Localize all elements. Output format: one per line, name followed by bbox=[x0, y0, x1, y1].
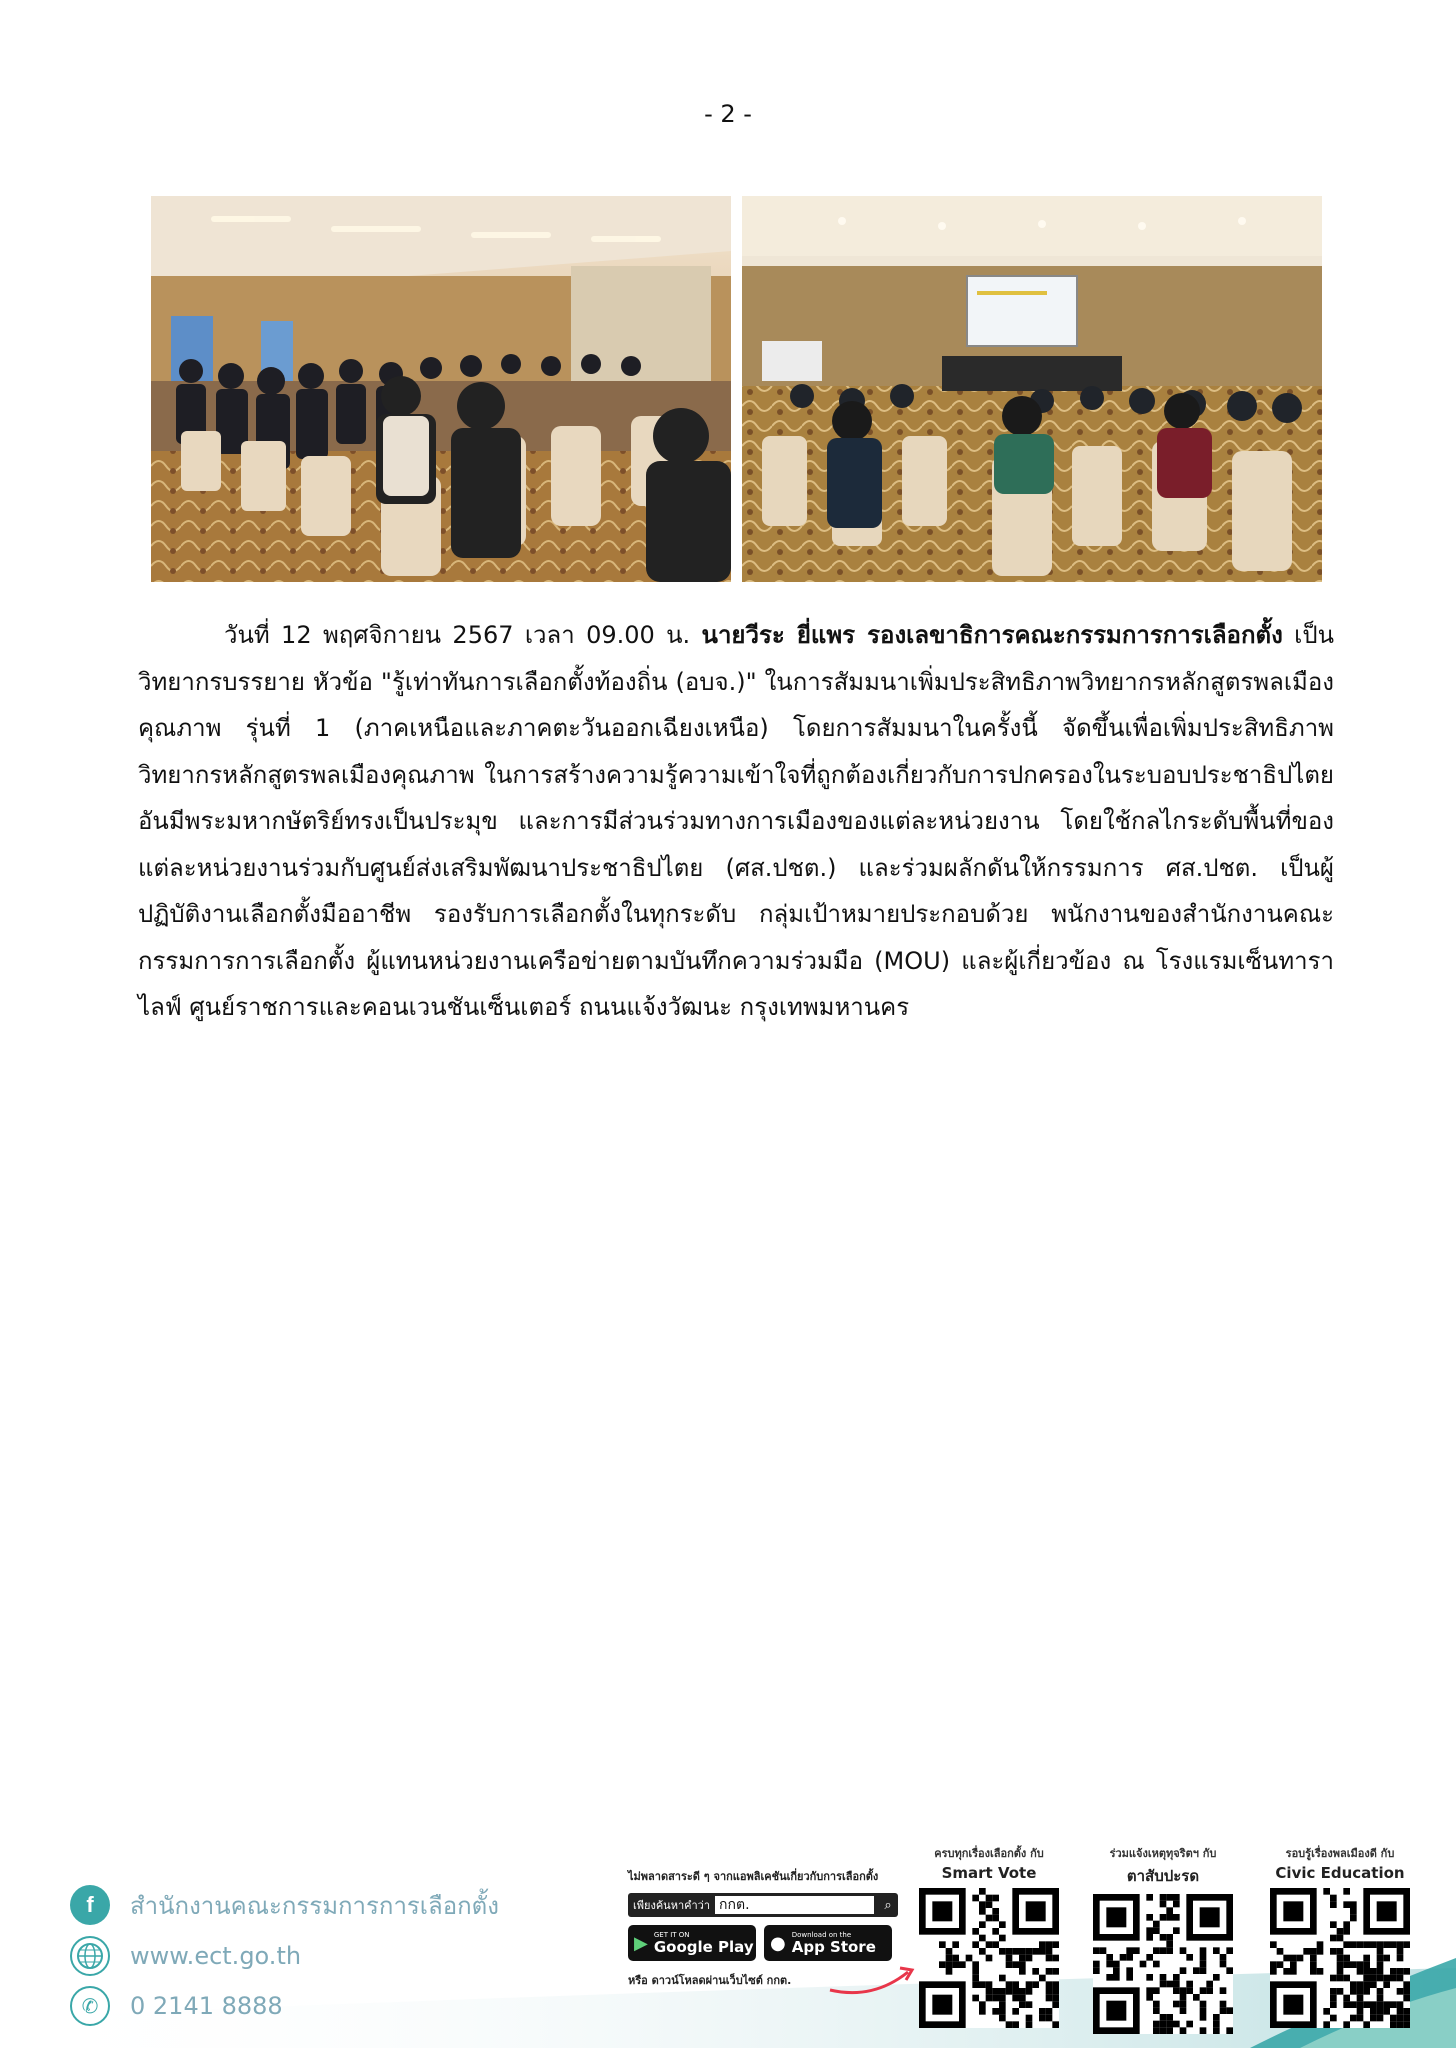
qr-civic-education[interactable] bbox=[1265, 1844, 1415, 2032]
facebook-label: สำนักงานคณะกรรมการการเลือกตั้ง bbox=[130, 1891, 499, 1920]
speaker-name: นายวีระ ยี่แพร รองเลขาธิการคณะกรรมการการเลือกตั้ง bbox=[701, 621, 1283, 649]
qr-name: Civic Education bbox=[1275, 1864, 1405, 1882]
app-store-badge[interactable] bbox=[764, 1925, 892, 1961]
globe-icon bbox=[70, 1936, 110, 1976]
promo-website-note: หรือ ดาวน์โหลดผ่านเว็บไซต์ กกต. bbox=[628, 1974, 792, 1987]
play-icon: ▶ bbox=[634, 1932, 648, 1954]
website-url: www.ect.go.th bbox=[130, 1942, 302, 1970]
google-play-label: Google Play bbox=[653, 1937, 754, 1956]
phone-icon: ✆ bbox=[70, 1986, 110, 2026]
google-play-badge[interactable] bbox=[628, 1925, 756, 1961]
promo-heading: ไม่พลาดสาระดี ๆ จากแอพลิเคชันเกี่ยวกับการเลือกตั้ง bbox=[628, 1870, 879, 1883]
page-number: - 2 - bbox=[704, 100, 752, 128]
seminar-photo-right bbox=[742, 196, 1322, 582]
facebook-icon: f bbox=[70, 1885, 110, 1925]
paragraph-lead: วันที่ 12 พฤศจิกายน 2567 เวลา 09.00 น. bbox=[224, 621, 702, 649]
qr-caption: ร่วมแจ้งเหตุทุจริตฯ กับ bbox=[1109, 1847, 1217, 1860]
search-prefix: เพียงค้นหาคำว่า bbox=[633, 1899, 711, 1912]
phone-contact[interactable] bbox=[70, 1986, 283, 2026]
seminar-photo-left bbox=[151, 196, 731, 582]
qr-code-icon bbox=[919, 1888, 1059, 2028]
paragraph-rest: เป็นวิทยากรบรรยาย หัวข้อ "รู้เท่าทันการเลือกตั้งท้องถิ่น (อบจ.)" ในการสัมมนาเพิ่มประสิทธิภาพวิทยากรหลักสูตรพลเมืองคุณภาพ รุ่นที่ 1 (ภาคเหนือและภาคตะวันออกเฉียงเหนือ) โดยการสัมมนาในครั้งนี้ จัดขึ้นเพื่อเพิ่มประสิทธิภาพวิทยากรหลักสูตรพลเมืองคุณภาพ ในการสร้างความรู้ความเข้าใจที่ถูกต้องเกี่ยวกับการปกครองในระบอบประชาธิปไตยอันมีพระมหากษัตริย์ทรงเป็นประมุข และการมีส่วนร่วมทางการเมืองของแต่ละหน่วยงาน โดยใช้กลไกระดับพื้นที่ของแต่ละหน่วยงานร่วมกับศูนย์ส่งเสริมพัฒนาประชาธิปไตย (ศส.ปชต.) และร่วมผลักดันให้กรรมการ ศส.ปชต. เป็นผู้ปฏิบัติงานเลือกตั้งมืออาชีพ รองรับการเลือกตั้งในทุกระดับ กลุ่มเป้าหมายประกอบด้วย พนักงานของสำนักงานคณะกรรมการการเลือกตั้ง ผู้แทนหน่วยงานเครือข่ายตามบันทึกความร่วมมือ (MOU) และผู้เกี่ยวข้อง ณ โรงแรมเซ็นทาราไลฟ์ ศูนย์ราชการและคอนเวนชันเซ็นเตอร์ ถนนแจ้งวัฒนะ กรุงเทพมหานคร bbox=[138, 621, 1335, 1021]
website-contact[interactable] bbox=[70, 1936, 301, 1976]
qr-name: ตาสับปะรด bbox=[1126, 1867, 1200, 1885]
search-icon: ⌕ bbox=[884, 1897, 892, 1913]
apple-icon: ● bbox=[770, 1932, 786, 1954]
news-paragraph bbox=[138, 612, 1334, 1031]
arrow-icon bbox=[828, 1960, 918, 2000]
app-store-label: App Store bbox=[791, 1937, 876, 1956]
qr-tasapparot[interactable] bbox=[1088, 1844, 1238, 2038]
search-term: กกต. bbox=[715, 1896, 874, 1914]
qr-code-icon bbox=[1093, 1894, 1233, 2034]
search-hint bbox=[628, 1893, 898, 1917]
qr-smart-vote[interactable] bbox=[914, 1844, 1064, 2032]
phone-number: 0 2141 8888 bbox=[130, 1992, 283, 2020]
google-play-small: GET IT ON bbox=[653, 1930, 690, 1939]
qr-caption: รอบรู้เรื่องพลเมืองดี กับ bbox=[1285, 1847, 1395, 1860]
qr-name: Smart Vote bbox=[941, 1864, 1037, 1882]
qr-caption: ครบทุกเรื่องเลือกตั้ง กับ bbox=[934, 1847, 1044, 1860]
qr-code-icon bbox=[1270, 1888, 1410, 2028]
facebook-contact[interactable] bbox=[70, 1885, 499, 1925]
app-store-small: Download on the bbox=[791, 1930, 852, 1939]
